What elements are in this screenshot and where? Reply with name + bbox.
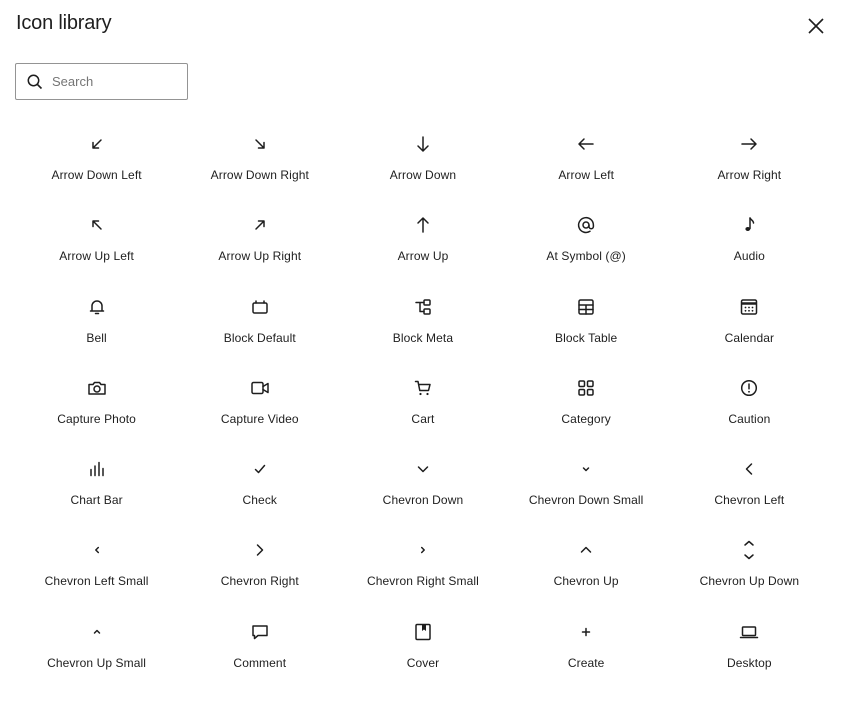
icon-item-label: Arrow Down (389, 168, 457, 182)
category-icon (574, 376, 598, 400)
arrow-right-icon (737, 132, 761, 156)
icon-item-label: Capture Video (220, 411, 299, 426)
icon-item-label: Cover (406, 655, 440, 670)
comment-icon (248, 620, 272, 644)
icon-item-check[interactable] (178, 448, 341, 529)
icon-item-arrow-left[interactable] (505, 123, 668, 204)
icon-item-block-default[interactable] (178, 286, 341, 367)
icon-item-label: Arrow Up (397, 249, 449, 264)
chevron-left-icon (737, 457, 761, 481)
arrow-down-left-icon (85, 132, 109, 156)
icon-item-comment[interactable] (178, 611, 341, 692)
icon-item-chevron-left-small[interactable] (15, 529, 178, 610)
icon-item-label: Chevron Down Small (528, 493, 644, 508)
icon-item-audio[interactable] (668, 204, 831, 285)
icon-item-label: Caution (728, 411, 771, 426)
icon-item-label: At Symbol (@) (546, 249, 626, 264)
icon-item-block-table[interactable] (505, 286, 668, 367)
block-default-icon (248, 295, 272, 319)
icon-item-label: Chart Bar (70, 493, 123, 508)
icon-item-label: Chevron Up Small (47, 655, 147, 670)
capture-video-icon (248, 376, 272, 400)
icon-item-chevron-up-down[interactable] (668, 529, 831, 610)
chart-bar-icon (85, 457, 109, 481)
close-button[interactable] (802, 12, 830, 40)
search-icon (26, 73, 44, 91)
icon-grid (15, 123, 831, 692)
icon-item-desktop[interactable] (668, 611, 831, 692)
icon-item-label: Comment (233, 655, 287, 670)
arrow-up-icon (411, 213, 435, 237)
chevron-down-small-icon (574, 457, 598, 481)
icon-item-label: Bell (86, 330, 107, 345)
arrow-left-icon (574, 132, 598, 156)
arrow-up-right-icon (248, 213, 272, 237)
arrow-up-left-icon (85, 213, 109, 237)
icon-item-label: Chevron Left (714, 493, 785, 508)
arrow-down-right-icon (248, 132, 272, 156)
icon-item-label: Capture Photo (57, 411, 136, 426)
icon-item-block-meta[interactable] (341, 286, 504, 367)
icon-item-label: Create (567, 655, 605, 670)
icon-item-chevron-up[interactable] (505, 529, 668, 610)
icon-item-label: Desktop (726, 655, 772, 670)
icon-item-label: Arrow Down Right (210, 168, 309, 182)
search-box (15, 63, 188, 100)
icon-item-chevron-down-small[interactable] (505, 448, 668, 529)
icon-item-label: Chevron Up Down (699, 574, 800, 589)
icon-item-label: Check (242, 493, 278, 508)
calendar-icon (737, 295, 761, 319)
icon-item-label: Audio (733, 249, 765, 264)
icon-item-label: Chevron Right (220, 574, 299, 589)
icon-item-bell[interactable] (15, 286, 178, 367)
chevron-up-down-icon (737, 538, 761, 562)
icon-item-label: Calendar (724, 330, 775, 345)
icon-item-capture-video[interactable] (178, 367, 341, 448)
icon-item-arrow-right[interactable] (668, 123, 831, 204)
desktop-icon (737, 620, 761, 644)
create-icon (574, 620, 598, 644)
icon-item-label: Chevron Right Small (366, 574, 479, 589)
chevron-right-small-icon (411, 538, 435, 562)
icon-item-label: Arrow Right (717, 168, 782, 182)
icon-item-chevron-right[interactable] (178, 529, 341, 610)
icon-item-cart[interactable] (341, 367, 504, 448)
icon-item-label: Arrow Up Right (218, 249, 302, 264)
chevron-down-icon (411, 457, 435, 481)
icon-item-at-symbol[interactable] (505, 204, 668, 285)
chevron-up-icon (574, 538, 598, 562)
icon-item-arrow-down-left[interactable] (15, 123, 178, 204)
icon-item-category[interactable] (505, 367, 668, 448)
icon-item-chevron-right-small[interactable] (341, 529, 504, 610)
icon-item-label: Arrow Up Left (59, 249, 134, 264)
capture-photo-icon (85, 376, 109, 400)
check-icon (248, 457, 272, 481)
chevron-up-small-icon (85, 620, 109, 644)
at-symbol-icon (574, 213, 598, 237)
cover-icon (411, 620, 435, 644)
arrow-down-icon (411, 132, 435, 156)
dialog-title: Icon library (16, 12, 112, 34)
close-icon (806, 16, 826, 36)
icon-item-arrow-down-right[interactable] (178, 123, 341, 204)
icon-item-arrow-down[interactable] (341, 123, 504, 204)
icon-item-label: Chevron Down (382, 493, 464, 508)
chevron-left-small-icon (85, 538, 109, 562)
icon-item-cover[interactable] (341, 611, 504, 692)
bell-icon (85, 295, 109, 319)
icon-item-label: Category (561, 411, 611, 426)
search-input[interactable] (50, 73, 174, 90)
icon-item-label: Arrow Down Left (51, 168, 142, 182)
icon-item-label: Block Default (223, 330, 296, 345)
icon-item-create[interactable] (505, 611, 668, 692)
icon-item-arrow-up-left[interactable] (15, 204, 178, 285)
icon-item-chevron-left[interactable] (668, 448, 831, 529)
icon-item-capture-photo[interactable] (15, 367, 178, 448)
audio-icon (737, 213, 761, 237)
chevron-right-icon (248, 538, 272, 562)
block-meta-icon (411, 295, 435, 319)
icon-item-label: Arrow Left (558, 168, 614, 182)
icon-item-arrow-up-right[interactable] (178, 204, 341, 285)
cart-icon (411, 376, 435, 400)
block-table-icon (574, 295, 598, 319)
icon-item-chevron-up-small[interactable] (15, 611, 178, 692)
icon-item-arrow-up[interactable] (341, 204, 504, 285)
icon-item-label: Block Table (555, 330, 618, 345)
icon-item-caution[interactable] (668, 367, 831, 448)
caution-icon (737, 376, 761, 400)
icon-item-label: Chevron Up (553, 574, 619, 589)
icon-item-chart-bar[interactable] (15, 448, 178, 529)
icon-item-calendar[interactable] (668, 286, 831, 367)
icon-item-label: Cart (411, 411, 435, 426)
icon-item-chevron-down[interactable] (341, 448, 504, 529)
icon-item-label: Chevron Left Small (44, 574, 149, 589)
icon-item-label: Block Meta (392, 330, 454, 345)
